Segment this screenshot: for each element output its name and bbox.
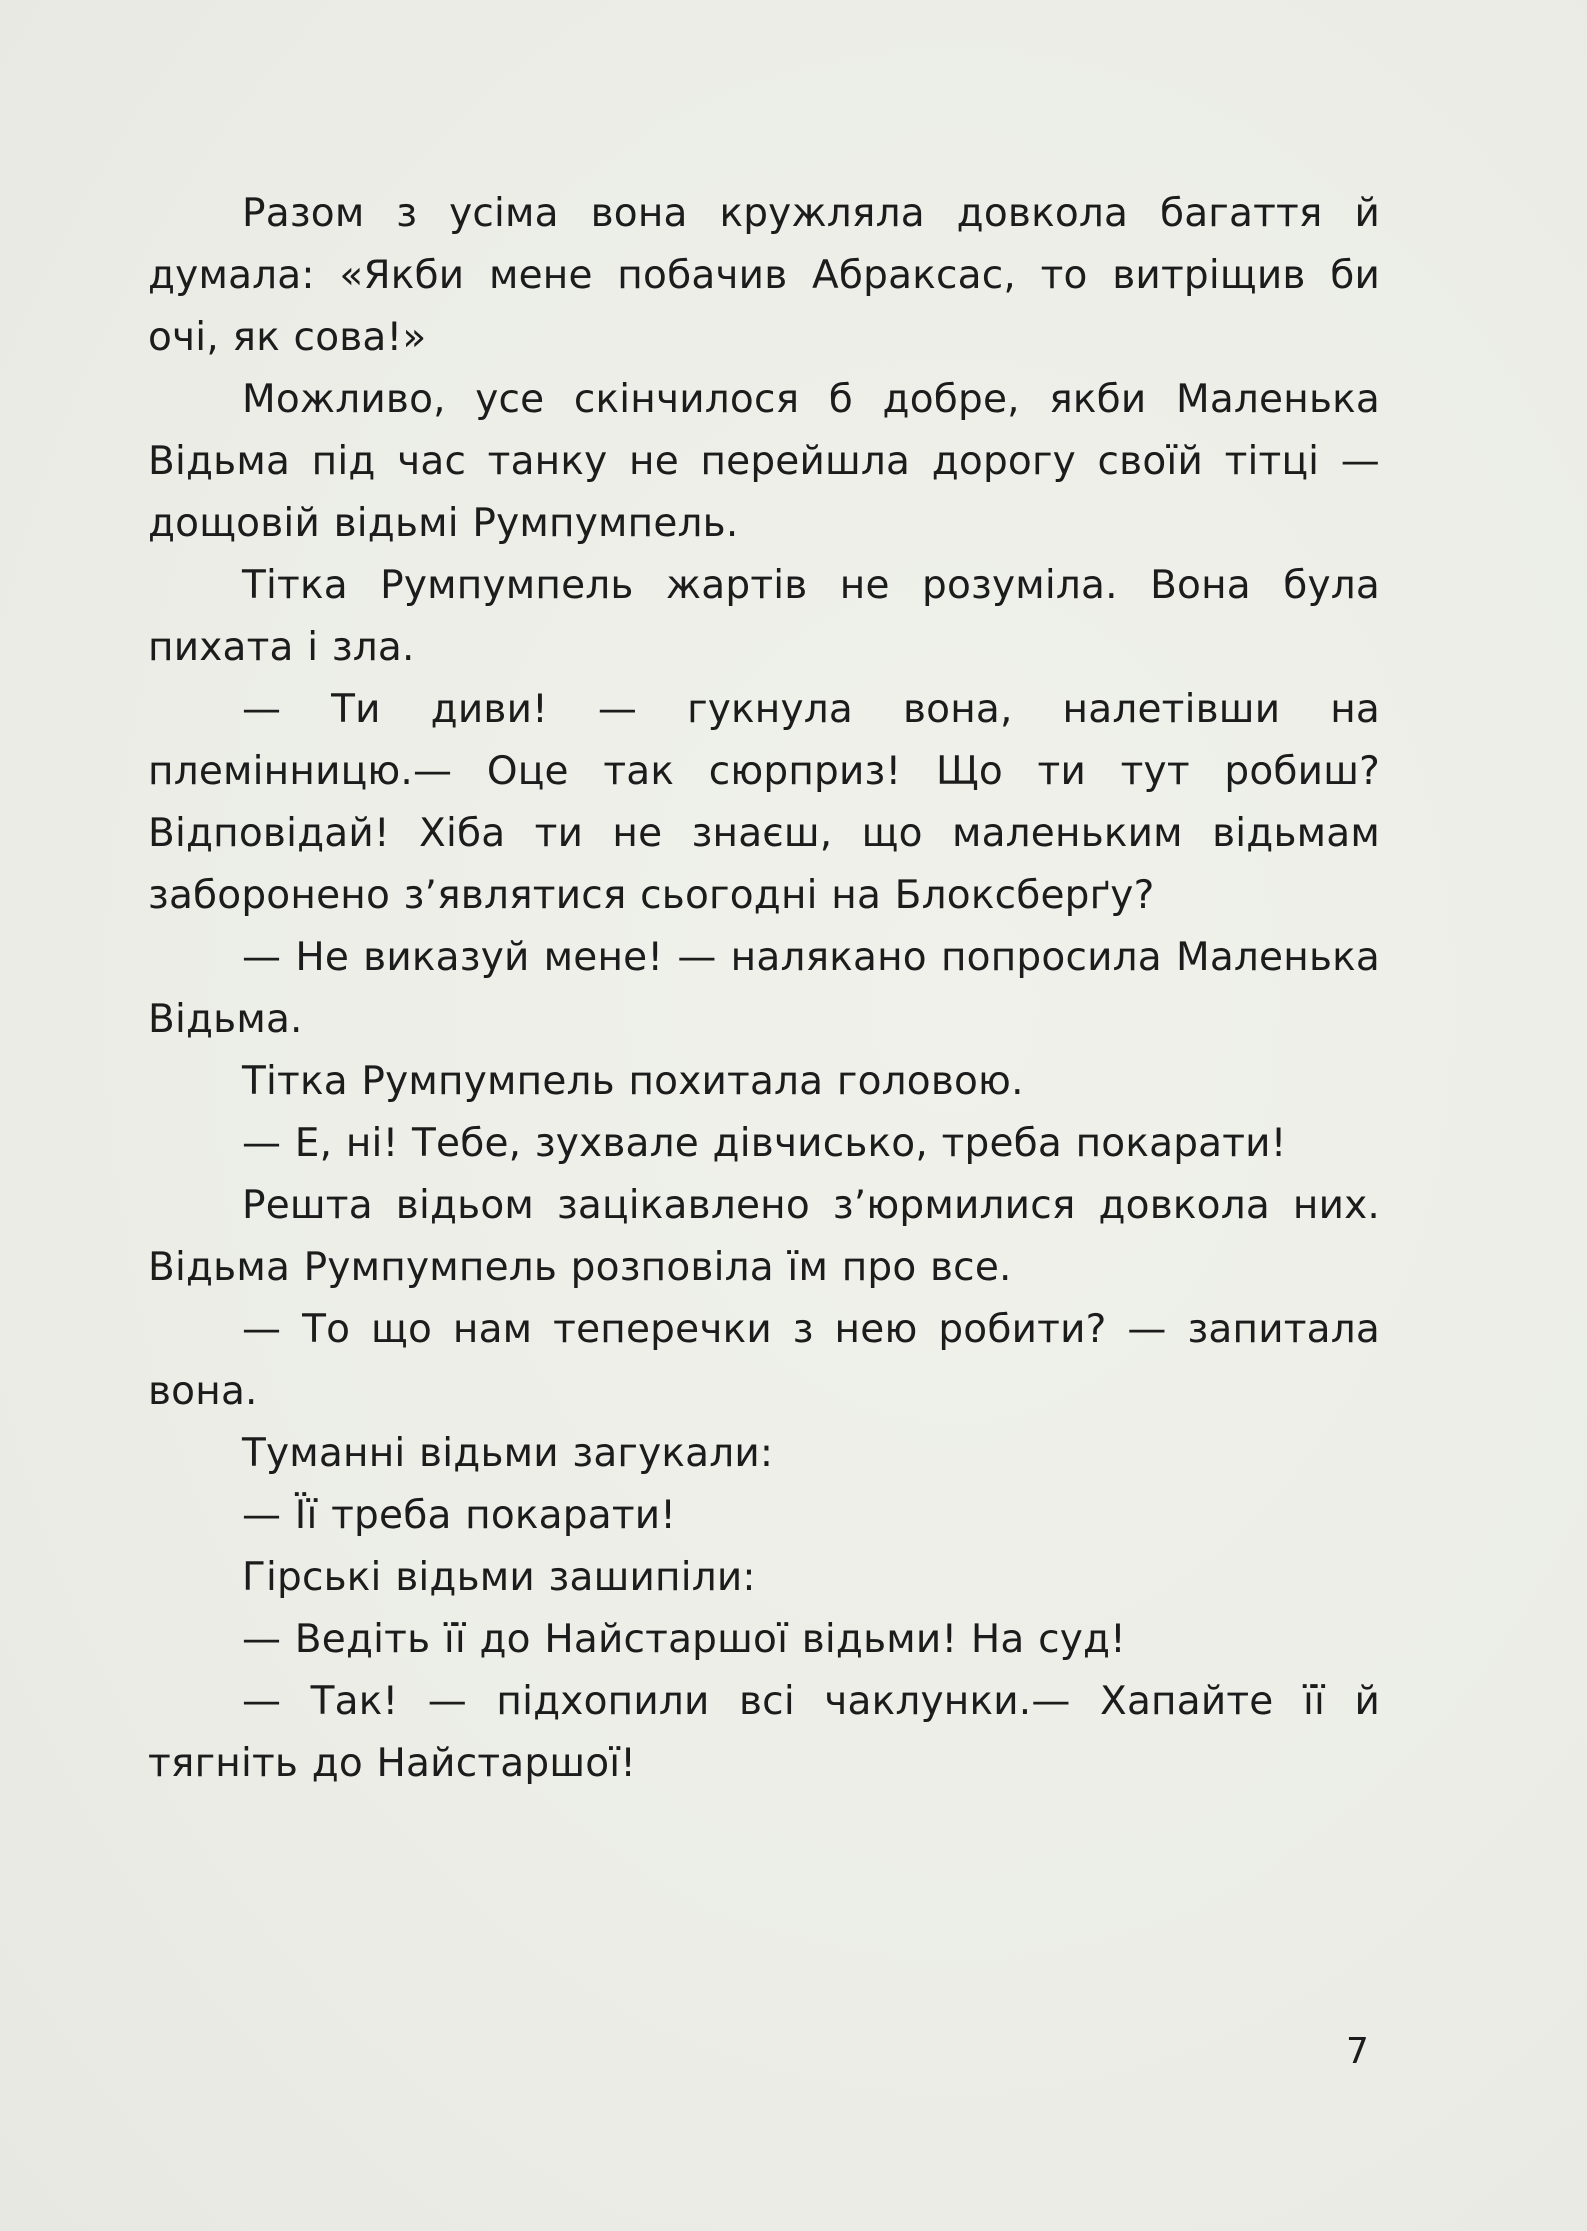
paragraph: — Ведіть її до Найстаршої відьми! На суд! <box>242 1617 1127 1662</box>
paragraph: — Ти диви! — гукнула вона, налетівши на племінницю.— Оце так сюрприз! Що ти тут робиш? Відповідай! Хіба ти не знаєш, що маленьким відьмам заборонено з’являтися сьогодні на Блоксберґу? <box>148 687 1380 918</box>
paragraph: Тітка Румпумпель похитала головою. <box>242 1059 1024 1104</box>
paragraph: — Е, ні! Тебе, зухвале дівчисько, треба покарати! <box>242 1121 1287 1166</box>
paragraph: Разом з усіма вона кружляла довкола багаття й думала: «Якби мене побачив Абраксас, то витріщив би очі, як сова!» <box>148 191 1380 360</box>
paragraph: Гірські відьми зашипіли: <box>242 1555 756 1600</box>
paragraph: — Її треба покарати! <box>242 1493 677 1538</box>
paragraph: Тітка Румпумпель жартів не розуміла. Вона була пихата і зла. <box>148 563 1380 670</box>
paragraph: — То що нам теперечки з нею робити? — запитала вона. <box>148 1307 1380 1414</box>
paragraph: Туманні відьми загукали: <box>242 1431 774 1476</box>
page-number: 7 <box>1346 2031 1369 2072</box>
paragraph: Решта відьом зацікавлено з’юрмилися довкола них. Відьма Румпумпель розповіла їм про все. <box>148 1183 1380 1290</box>
body-text <box>148 183 1380 1795</box>
paragraph: — Так! — підхопили всі чаклунки.— Хапайте її й тягніть до Найстаршої! <box>148 1679 1380 1786</box>
paragraph: — Не виказуй мене! — налякано попросила Маленька Відьма. <box>148 935 1380 1042</box>
paragraph: Можливо, усе скінчилося б добре, якби Маленька Відьма під час танку не перейшла дорогу своїй тітці — дощовій відьмі Румпумпель. <box>148 377 1380 546</box>
